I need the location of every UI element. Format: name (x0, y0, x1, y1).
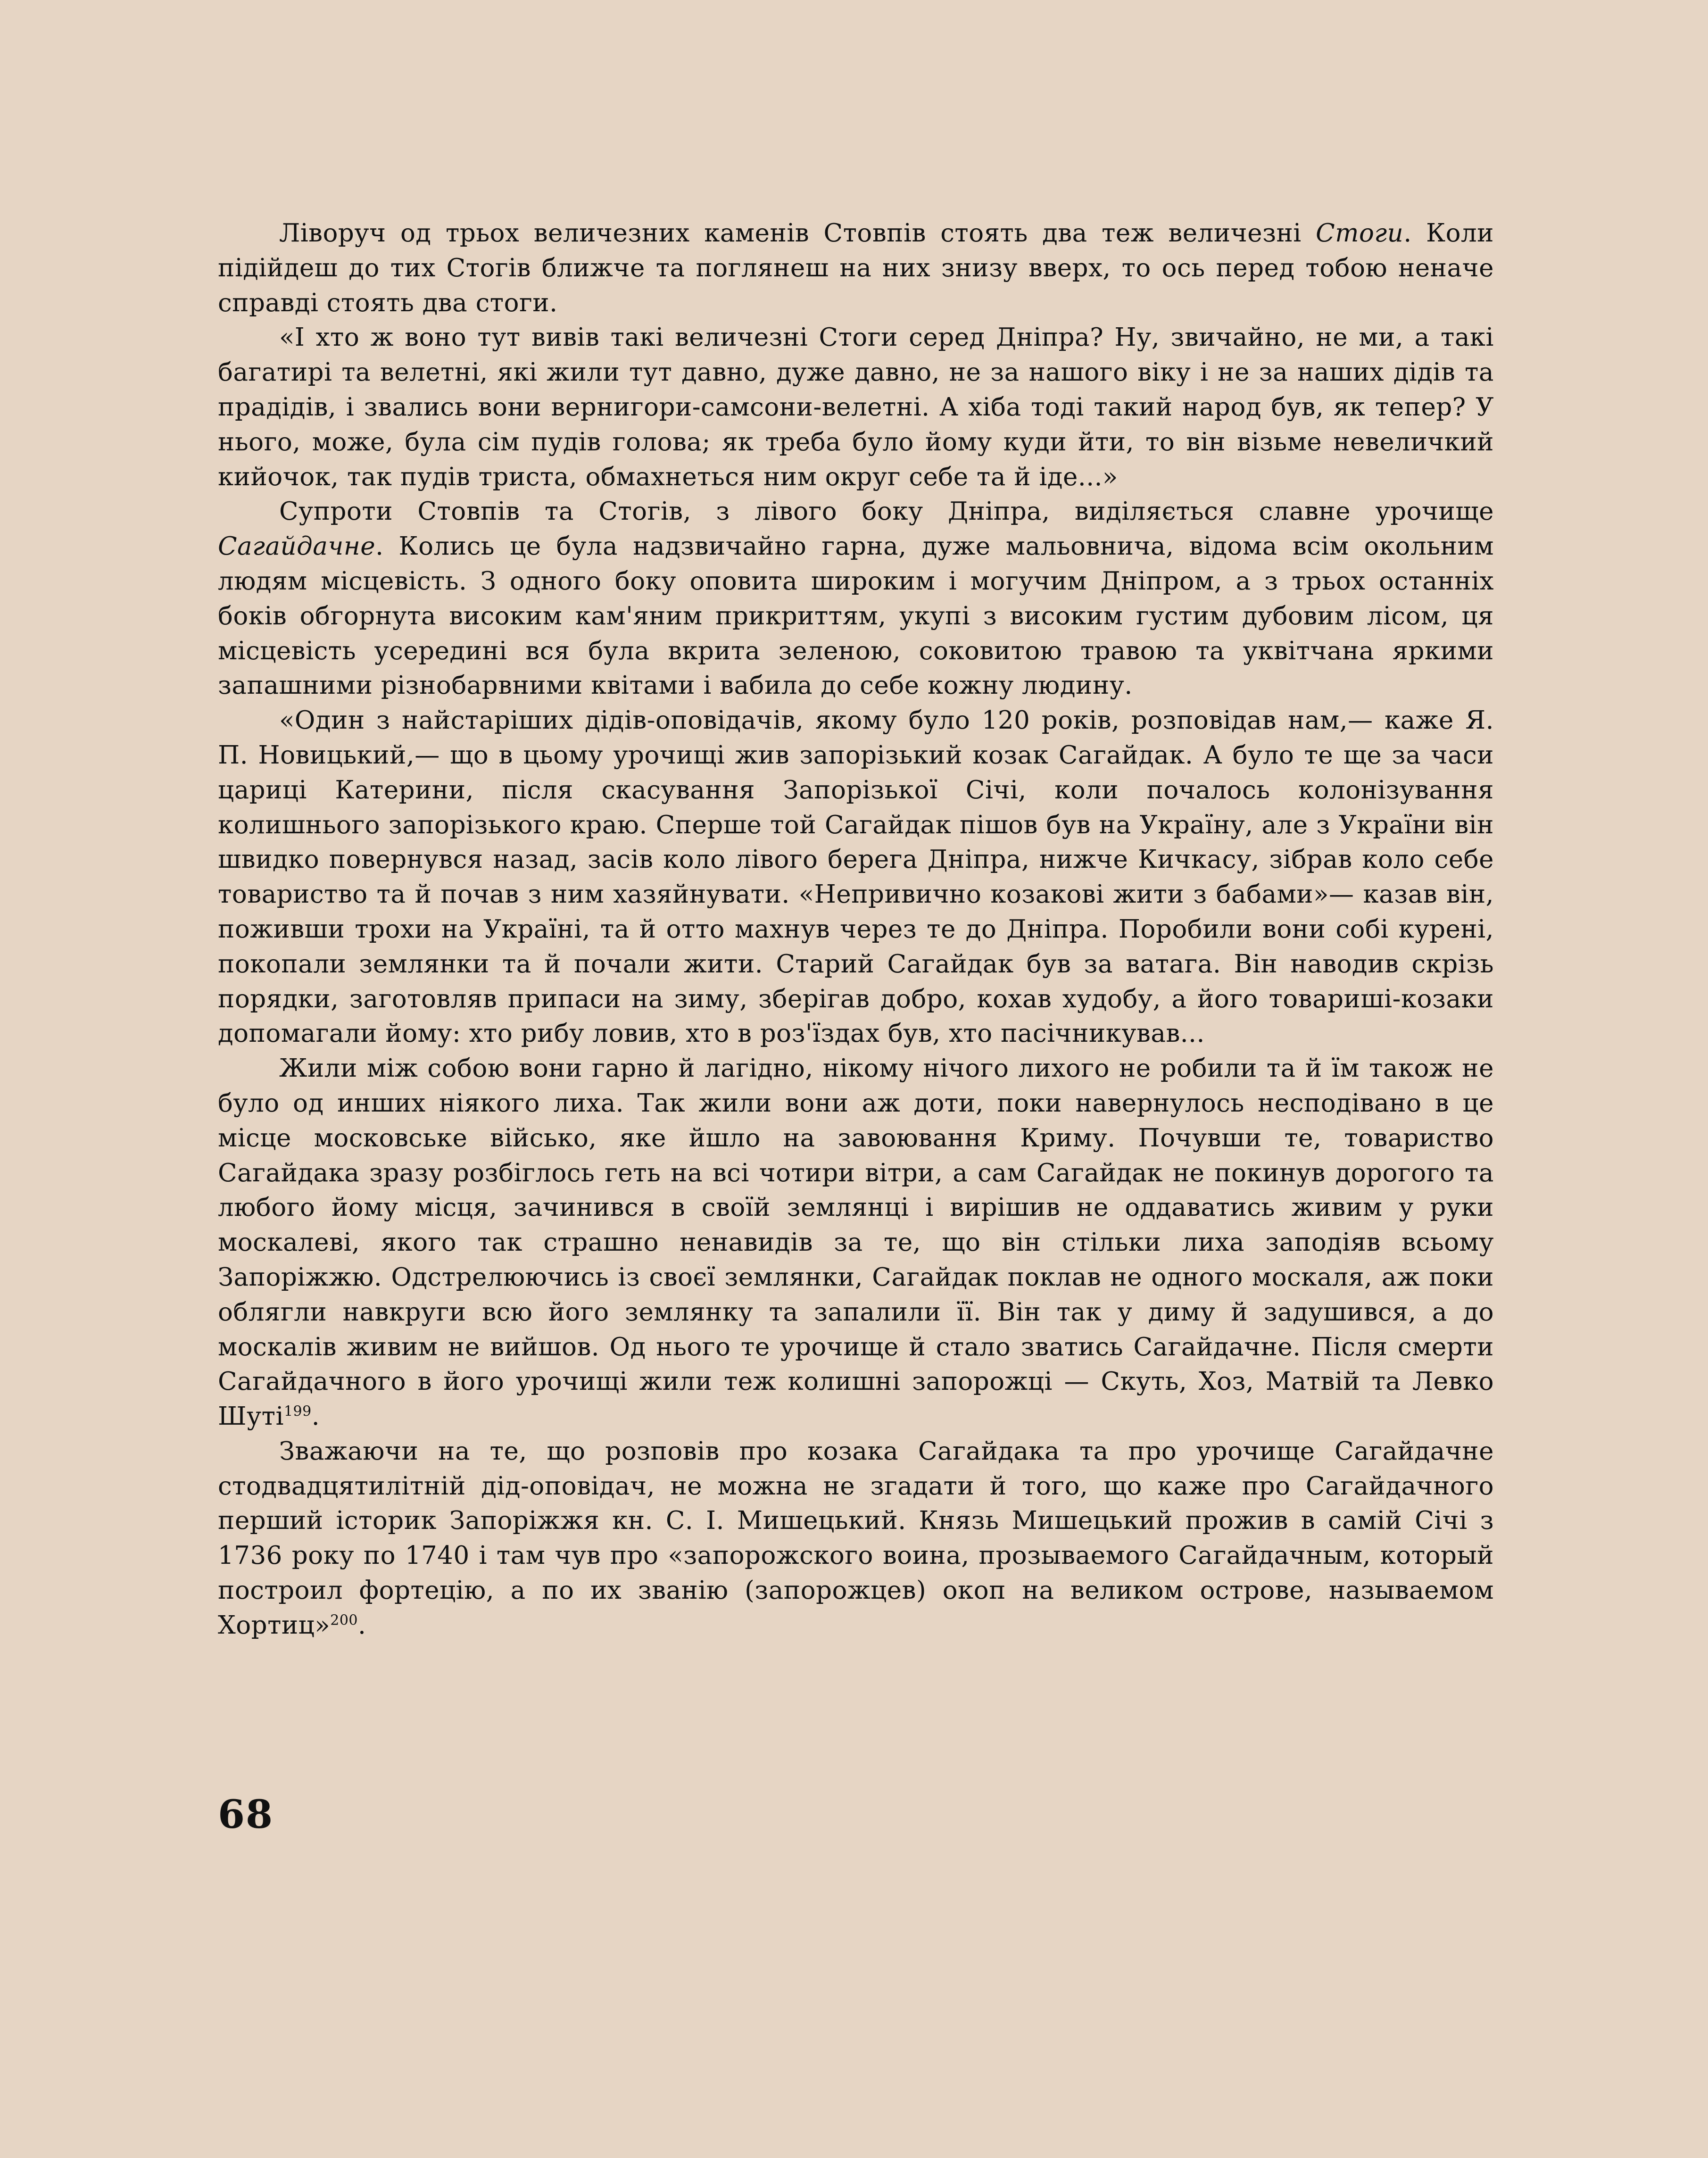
text-segment: . (358, 1610, 366, 1640)
footnote-ref: 199 (283, 1403, 312, 1420)
paragraph (218, 1434, 1494, 1643)
text-segment: Жили між собою вони гарно й лагідно, нікому нічого лихого не робили та й їм також не було од инших ніякого лиха. Так жили вони аж доти, поки навернулось несподівано в це місце московське військо, яке йшло на завоювання Криму. Почувши те, товариство Сагайдака зразу розбіглось геть на всі чотири вітри, а сам Сагайдак не покинув дорогого та любого йому місця, зачинився в своїй землянці і вирішив не оддаватись живим у руки москалеві, якого так страшно ненавидів за те, що він стільки лиха заподіяв всьому Запоріжжю. Одстрелюючись із своєї землянки, Сагайдак поклав не одного москаля, аж поки облягли навкруги всю його землянку та запалили її. Він так у диму й задушився, а до москалів живим не вийшов. Од нього те урочище й стало зватись Сагайдачне. Після смерти Сагайдачного в його урочищі жили теж колишні запорожці — Скуть, Хоз, Матвій та Левко Шуті (218, 1054, 1494, 1431)
italic-term: Стоги (1316, 219, 1404, 248)
paragraph (218, 494, 1494, 703)
paragraph (218, 703, 1494, 1051)
text-segment: «Один з найстаріших дідів-оповідачів, якому було 120 років, розповідав нам,— каже Я. П. Новицький,— що в цьому урочищі жив запорізький козак Сагайдак. А було те ще за часи цариці Катерини, після скасування Запорізької Січі, коли почалось колонізування колишнього запорізького краю. Спершe той Сагайдак пішов був на Україну, але з України він швидко повернувся назад, засів коло лівого берега Дніпра, нижче Кичкасу, зібрав коло себе товариство та й почав з ним хазяйнувати. «Непривично козакові жити з бабами»— казав він, поживши трохи на Україні, та й отто махнув через те до Дніпра. Поробили вони собі курені, покопали землянки та й почали жити. Старий Сагайдак був за ватага. Він наводив скрізь порядки, заготовляв припаси на зиму, зберігав добро, кохав худобу, а його товариші-козаки допомагали йому: хто рибу ловив, хто в роз'їздах був, хто пасічникував... (218, 706, 1494, 1048)
text-segment: «І хто ж воно тут вивів такі величезні Стоги серед Дніпра? Ну, звичайно, не ми, а такі багатирі та велетні, які жили тут давно, дуже давно, не за нашого віку і не за наших дідів та прадідів, і звались вони вернигори-самсони-велетні. А хіба тоді такий народ був, як тепер? У нього, може, була сім пудів голова; як треба було йому куди йти, то він візьме невеличкий кийочок, так пудів триста, обмахнеться ним округ себе та й іде...» (218, 323, 1494, 491)
text-segment: . Колись це була надзвичайно гарна, дуже мальовнича, відома всім окольним людям місцевість. З одного боку оповита широким і могучим Дніпром, а з трьох останніх боків обгорнута високим кам'яним прикриттям, укупі з високим густим дубовим лісом, ця місцевість усередині вся була вкрита зеленою, соковитою травою та уквітчана яркими запашними різнобарвними квітами і вабила до себе кожну людину. (218, 532, 1494, 700)
text-segment: Зважаючи на те, що розповів про козака Сагайдака та про урочище Сагайдачне стодвадцятилітній дід-оповідач, не можна не згадати й того, що каже про Сагайдачного перший історик Запоріжжя кн. С. І. Мишецький. Князь Мишецький прожив в самій Січі з 1736 року по 1740 і там чув про «запорожского воина, прозываемого Сагайдачным, который построил фортецію, а по их званію (запорожцев) окоп на великом острове, называемом Хортиц» (218, 1436, 1494, 1640)
text-segment: Ліворуч од трьох величезних каменів Стовпів стоять два теж величезні (279, 219, 1316, 248)
page-number: 68 (218, 1792, 274, 1837)
page-body (218, 216, 1494, 1643)
text-segment: . Коли підійдеш до тих Стогів ближче та поглянеш на них знизу вверх, то ось перед тобою неначе справді стоять два стоги. (218, 219, 1494, 317)
text-segment: Супроти Стовпів та Стогів, з лівого боку Дніпра, виділяється славне урочище (279, 497, 1494, 526)
paragraph (218, 1051, 1494, 1434)
italic-term: Сагайдачне (218, 532, 376, 561)
text-segment: . (311, 1402, 320, 1431)
paragraph (218, 320, 1494, 494)
paragraph (218, 216, 1494, 320)
footnote-ref: 200 (330, 1612, 358, 1629)
